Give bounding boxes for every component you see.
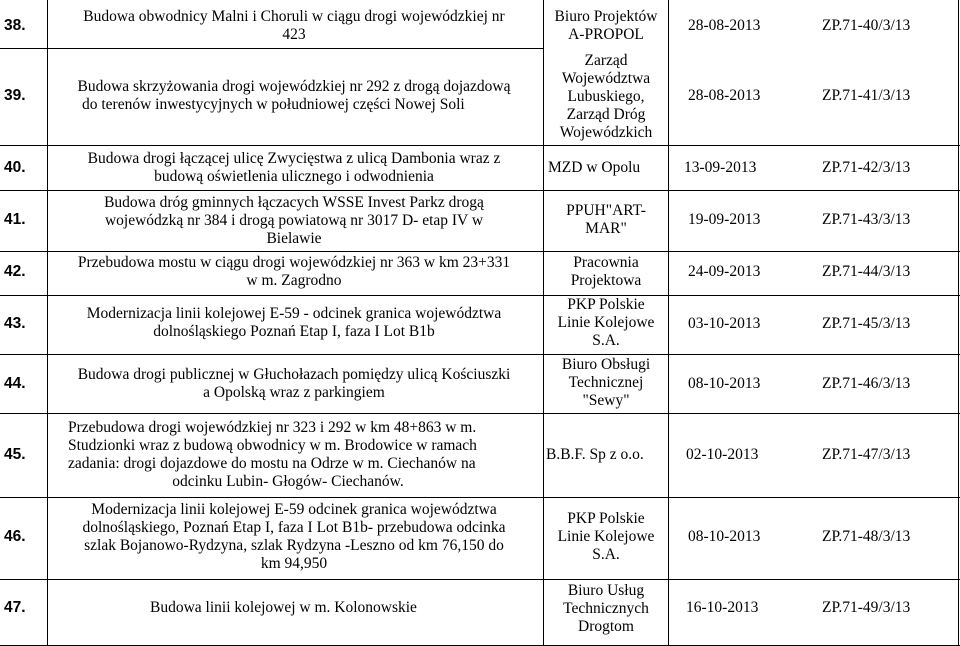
contractor-line: Pracownia [573,254,639,271]
row-number: 46. [4,528,26,545]
description-line: w m. Zagrodno [246,272,342,289]
contractor-line: Lubuskiego, [567,88,645,105]
contractor-line: PKP Polskie [567,510,645,527]
row-reference: ZP.71-42/3/13 [822,159,911,176]
row-description [52,501,536,573]
description-line: 423 [282,26,306,43]
column-divider [668,0,669,646]
contractor-line: Biuro Usług [567,582,645,599]
description-line: budową oświetlenia ulicznego i odwodnienia [154,168,434,185]
row-reference: ZP.71-46/3/13 [822,375,911,392]
row-contractor [544,510,668,564]
description-line: dolnośląskiego, Poznań Etap I, faza I Lot B1b- przebudowa odcinka [82,519,506,536]
row-date: 24-09-2013 [688,263,761,280]
row-divider [0,579,960,580]
column-divider [958,0,959,646]
row-divider [0,145,960,146]
description-line: Przebudowa drogi wojewódzkiej nr 323 i 292 w km 48+863 w m. [68,419,477,436]
row-contractor [544,8,668,44]
contractor-line: Wojewódzkich [559,124,653,141]
row-number: 39. [4,87,26,104]
contractor-line: S.A. [592,546,620,563]
row-description [52,150,536,186]
row-contractor [544,52,668,142]
row-contractor [544,202,668,238]
row-reference: ZP.71-45/3/13 [822,315,911,332]
description-line: Budowa drogi łączącej ulicę Zwycięstwa z ulicą Dambonia wraz z [87,150,501,167]
contractor-line: Biuro Obsługi [561,356,651,373]
row-description [52,305,536,341]
contractor-line: S.A. [592,332,620,349]
description-line: Budowa obwodnicy Malni i Choruli w ciągu drogi wojewódzkiej nr [83,8,505,25]
row-description: Budowa linii kolejowej w m. Kolonowskie [150,599,417,616]
row-number: 43. [4,315,26,332]
row-divider [0,413,960,414]
description-line: Bielawie [266,230,322,247]
row-number: 41. [4,211,26,228]
description-line: zadania: drogi dojazdowe do mostu na Odrze w m. Ciechanów na [68,455,476,472]
row-number: 44. [4,375,26,392]
row-date: 16-10-2013 [686,599,759,616]
row-number: 38. [4,17,26,34]
contractor-line: Projektowa [570,272,642,289]
row-reference: ZP.71-48/3/13 [822,528,911,545]
row-divider [0,48,543,49]
row-contractor [544,356,668,410]
contractor-line: Technicznej [568,374,644,391]
row-number: 47. [4,599,26,616]
description-line: Budowa dróg gminnych łączacych WSSE Invest Parkz drogą [104,194,484,211]
row-date: 13-09-2013 [684,159,757,176]
description-line: do terenów inwestycyjnych w południowej części Nowej Soli [82,96,465,113]
contractor-line: Linie Kolejowe [557,314,655,331]
contractor-line: Zarząd [584,52,628,69]
row-date: 02-10-2013 [686,446,759,463]
row-description [68,419,538,491]
contractor-line: Województwa [561,70,651,87]
row-date: 28-08-2013 [688,17,761,34]
row-number: 45. [4,446,26,463]
contractor-line: Technicznych [563,600,649,617]
row-description [52,366,536,402]
row-divider [0,190,960,191]
description-line: wojewódzką nr 384 i drogą powiatową nr 3017 D- etap IV w [104,212,484,229]
description-line: Budowa drogi publicznej w Głuchołazach pomiędzy ulicą Kościuszki [77,366,511,383]
description-line: Modernizacja linii kolejowej E-59 odcinek granica województwa [91,501,497,518]
row-reference: ZP.71-41/3/13 [822,87,911,104]
row-reference: ZP.71-44/3/13 [822,263,911,280]
row-contractor: MZD w Opolu [548,159,641,176]
row-number: 42. [4,263,26,280]
row-contractor [544,296,668,350]
row-date: 28-08-2013 [688,87,761,104]
contractor-line: A-PROPOL [568,26,644,43]
row-description [52,254,536,290]
description-line: odcinku Lubin- Głogów- Ciechanów. [172,473,404,490]
contractor-line: Biuro Projektów [554,8,658,25]
row-reference: ZP.71-40/3/13 [822,17,911,34]
row-divider [0,497,960,498]
description-line: Budowa skrzyżowania drogi wojewódzkiej nr 292 z drogą dojazdową [77,78,511,95]
contractor-line: PPUH"ART- [566,202,646,219]
row-reference: ZP.71-43/3/13 [822,211,911,228]
contractor-line: Linie Kolejowe [557,528,655,545]
contractor-line: Drogtom [578,618,634,635]
row-reference: ZP.71-47/3/13 [822,446,911,463]
contractor-line: PKP Polskie [567,296,645,313]
description-line: szlak Bojanowo-Rydzyna, szlak Rydzyna -Leszno od km 76,150 do [84,537,504,554]
description-line: Przebudowa mostu w ciągu drogi wojewódzkiej nr 363 w km 23+331 [77,254,511,271]
row-contractor [544,582,668,636]
row-number: 40. [4,159,26,176]
row-date: 08-10-2013 [688,375,761,392]
description-line: Studzionki wraz z budową obwodnicy w m. Brodowice w ramach [68,437,477,454]
row-divider [0,251,960,252]
description-line: dolnośląskiego Poznań Etap I, faza I Lot B1b [153,323,435,340]
row-date: 19-09-2013 [688,211,761,228]
description-line: Modernizacja linii kolejowej E-59 - odcinek granica województwa [86,305,502,322]
contractor-line: MAR" [585,220,627,237]
row-contractor [544,254,668,290]
row-reference: ZP.71-49/3/13 [822,599,911,616]
column-divider [47,0,48,646]
row-description [52,78,536,114]
row-description [52,194,536,248]
row-divider [0,295,960,296]
row-divider [0,354,960,355]
row-description [52,8,536,44]
description-line: a Opolską wraz z parkingiem [203,384,385,401]
description-line: km 94,950 [260,555,328,572]
row-date: 08-10-2013 [688,528,761,545]
row-contractor: B.B.F. Sp z o.o. [546,446,644,463]
row-date: 03-10-2013 [688,315,761,332]
contractor-line: "Sewy" [582,392,630,409]
contractor-line: Zarząd Dróg [566,106,646,123]
